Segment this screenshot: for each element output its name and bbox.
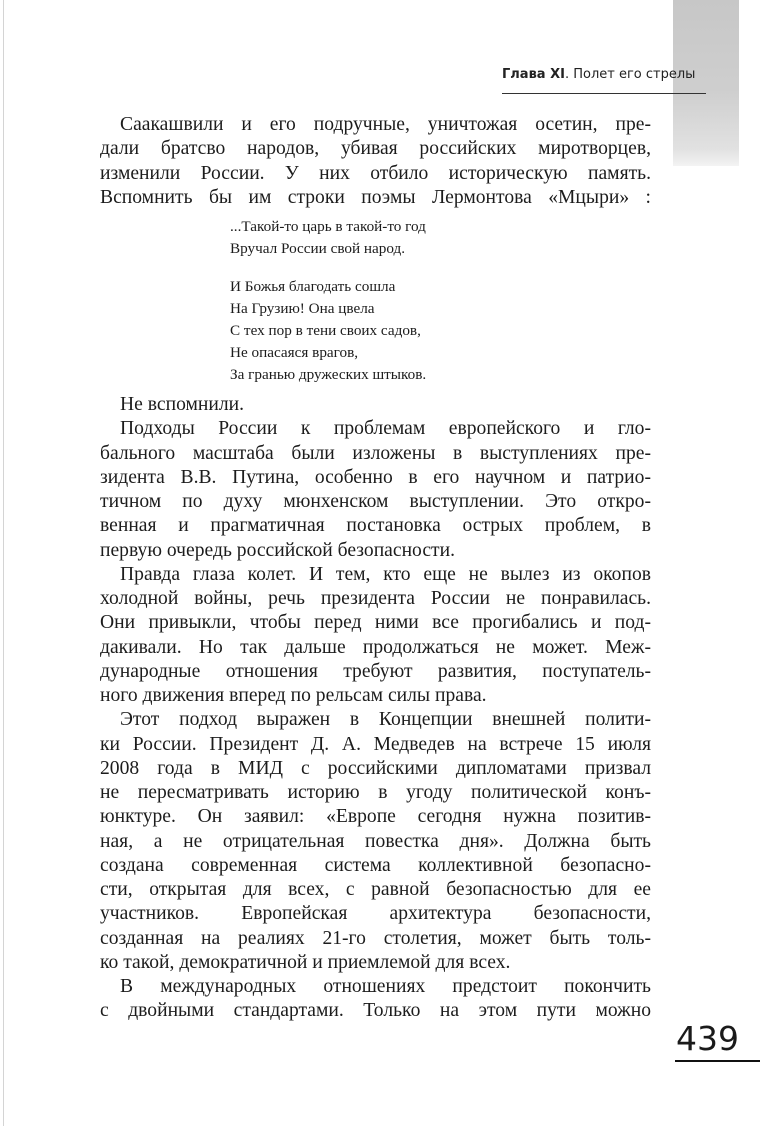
text-line: 2008 года в МИД с российскими дипломатами призвал [100, 757, 651, 779]
text-line: дународные отношения требуют развития, поступатель- [100, 660, 651, 682]
page-edge-rule [3, 0, 4, 1126]
text-line: Саакашвили и его подручные, уничтожая осетин, пре- [120, 114, 651, 135]
poem-line: ...Такой-то царь в такой-то год [230, 218, 426, 235]
poem-quote [230, 216, 426, 386]
text-line: ки России. Президент Д. А. Медведев на встрече 15 июля [100, 733, 651, 755]
text-line: венная и прагматичная постановка острых проблем, в [100, 515, 651, 537]
text-line: сти, открытая для всех, с равной безопасностью для ее [100, 879, 651, 900]
running-head-separator: . [564, 67, 574, 82]
text-line: Они привыкли, чтобы перед ними все прогибались и под- [100, 612, 651, 634]
text-line: первую очередь российской безопасности. [100, 539, 455, 561]
text-line: изменили России. У них отбило историческую память. [100, 162, 651, 184]
page-number: 439 [676, 1019, 739, 1058]
text-line: юнктуре. Он заявил: «Европе сегодня нужна позитив- [100, 806, 651, 828]
body-continuation [100, 393, 651, 1024]
text-line: холодной войны, речь президента России не понравилась. [100, 588, 651, 609]
running-head-rule [502, 93, 706, 94]
text-line: ного движения вперед по рельсам силы права. [100, 685, 487, 706]
running-head [502, 66, 707, 84]
text-line: созданная на реалиях 21-го столетия, может быть толь- [100, 927, 651, 949]
text-line: В международных отношениях предстоит покончить [120, 976, 651, 997]
text-line: Подходы России к проблемам европейского и гло- [120, 418, 651, 440]
poem-line: За гранью дружеских штыков. [230, 366, 427, 383]
stanza-break [230, 260, 426, 276]
running-head-chapter: Глава XI [502, 67, 565, 82]
poem-line: Не опасаяся врагов, [230, 344, 359, 361]
text-line: бального масштаба были изложены в выступлениях пре- [100, 442, 651, 464]
poem-line: Вручал России свой народ. [230, 240, 406, 257]
poem-line: На Грузию! Она цвела [230, 300, 375, 317]
text-line: ко такой, демократичной и приемлемой для всех. [100, 951, 511, 973]
text-line: с двойными стандартами. Только на этом пути можно [100, 1000, 651, 1022]
text-line: ная, а не отрицательная повестка дня». Должна быть [100, 830, 651, 852]
text-line: Вспомнить бы им строки поэмы Лермонтова «Мцыри» : [100, 186, 651, 208]
text-line: участников. Европейская архитектура безопасности, [100, 903, 651, 925]
paragraph-1 [100, 113, 651, 210]
text-line: зидента В.В. Путина, особенно в его научном и патрио- [100, 466, 651, 488]
poem-line: И Божья благодать сошла [230, 278, 396, 295]
text-line: дали братсво народов, убивая российских миротворцев, [100, 138, 651, 160]
poem-line: С тех пор в тени своих садов, [230, 322, 421, 339]
text-line: не пересматривать историю в угоду политической конъ- [100, 782, 651, 803]
running-head-title: Полет его стрелы [573, 67, 696, 82]
text-line: создана современная система коллективной безопасно- [100, 854, 651, 876]
page-number-rule [675, 1060, 760, 1062]
text-line: Этот подход выражен в Концепции внешней полити- [120, 709, 651, 731]
text-line: Не вспомнили. [120, 394, 245, 415]
text-line: Правда глаза колет. И тем, кто еще не вылез из окопов [120, 563, 651, 585]
text-line: тичном по духу мюнхенском выступлении. Это откро- [100, 491, 651, 512]
text-line: дакивали. Но так дальше продолжаться не может. Меж- [100, 636, 651, 658]
